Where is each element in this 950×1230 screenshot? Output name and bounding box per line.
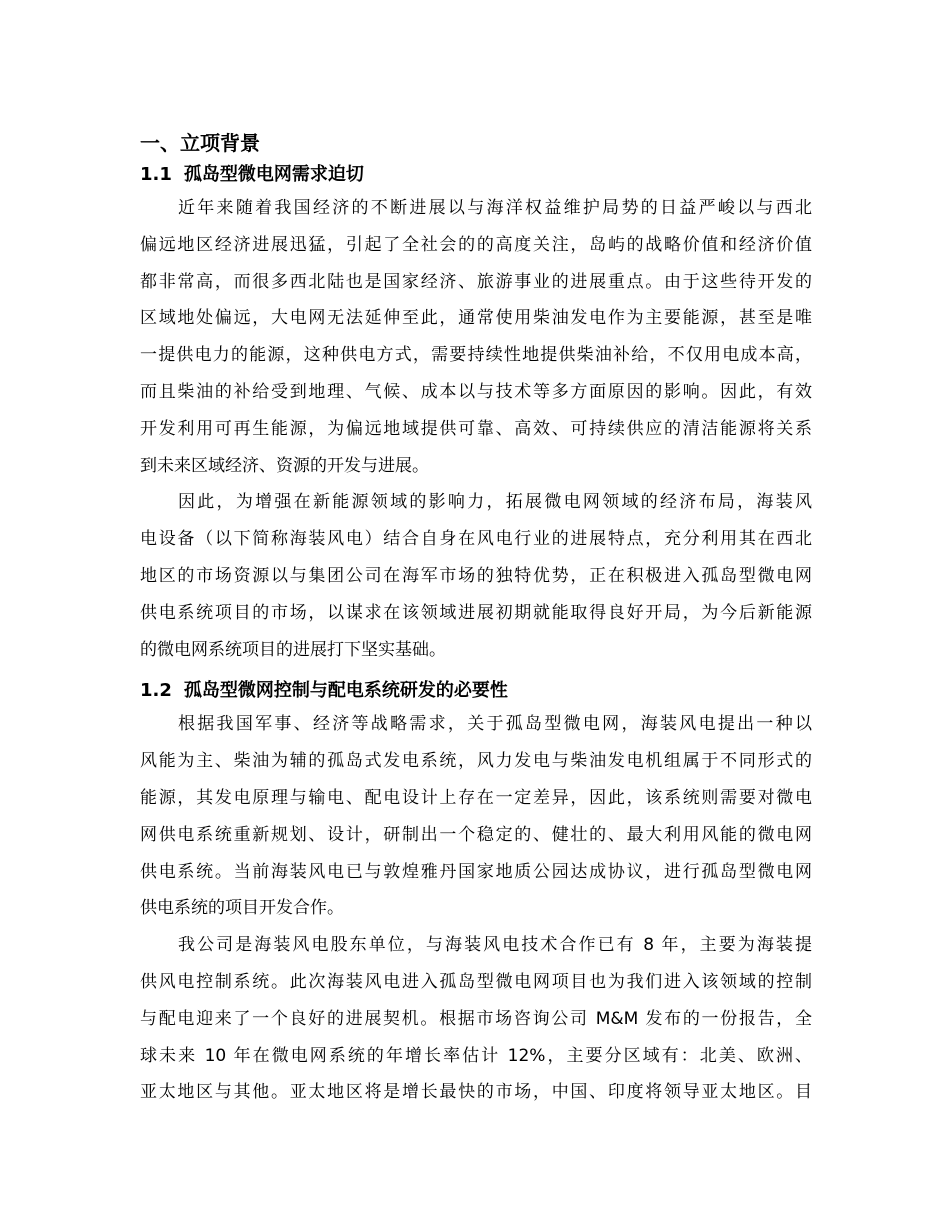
paragraph-line: 我公司是海装风电股东单位，与海装风电技术合作已有 8 年，主要为海装提 bbox=[178, 935, 812, 956]
paragraph-line: 球未来 10 年在微电网系统的年增长率估计 12%，主要分区域有：北美、欧洲、 bbox=[140, 1045, 812, 1066]
paragraph-line: 供风电控制系统。此次海装风电进入孤岛型微电网项目也为我们进入该领域的控制 bbox=[140, 971, 812, 992]
body-paragraph bbox=[140, 706, 812, 927]
paragraph-line: 风能为主、柴油为辅的孤岛式发电系统，风力发电与柴油发电机组属于不同形式的 bbox=[140, 751, 812, 772]
section-title: 孤岛型微网控制与配电系统研发的必要性 bbox=[183, 680, 508, 702]
document-page bbox=[140, 128, 812, 1111]
paragraph-line: 供电系统项目的市场，以谋求在该领域进展初期就能取得良好开局，为今后新能源 bbox=[140, 602, 812, 623]
body-paragraph bbox=[140, 927, 812, 1111]
chapter-heading: 一、立项背景 bbox=[140, 131, 260, 155]
paragraph-line: 地区的市场资源以与集团公司在海军市场的独特优势，正在积极进入孤岛型微电网 bbox=[140, 565, 812, 586]
sections-container bbox=[140, 160, 812, 1111]
section-title: 孤岛型微电网需求迫切 bbox=[183, 164, 364, 185]
paragraph-line: 与配电迎来了一个良好的进展契机。根据市场咨询公司 M&M 发布的一份报告，全 bbox=[140, 1008, 812, 1029]
paragraph-line: 亚太地区与其他。亚太地区将是增长最快的市场，中国、印度将领导亚太地区。目 bbox=[140, 1082, 812, 1103]
body-paragraph bbox=[140, 190, 812, 484]
section-number: 1.1 bbox=[140, 164, 172, 185]
paragraph-line: 供电系统的项目开发合作。 bbox=[140, 898, 344, 919]
paragraph-line: 都非常高，而很多西北陆也是国家经济、旅游事业的进展重点。由于这些待开发的 bbox=[140, 271, 812, 292]
paragraph-line: 开发利用可再生能源，为偏远地域提供可靠、高效、可持续供应的清洁能源将关系 bbox=[140, 418, 812, 439]
paragraph-line: 因此，为增强在新能源领域的影响力，拓展微电网领域的经济布局，海装风 bbox=[178, 492, 812, 513]
paragraph-line: 一提供电力的能源，这种供电方式，需要持续性地提供柴油补给，不仅用电成本高， bbox=[140, 345, 812, 366]
paragraph-line: 近年来随着我国经济的不断进展以与海洋权益维护局势的日益严峻以与西北 bbox=[178, 198, 812, 218]
paragraph-line: 而且柴油的补给受到地理、气候、成本以与技术等多方面原因的影响。因此，有效 bbox=[140, 381, 812, 402]
body-paragraph bbox=[140, 484, 812, 668]
paragraph-line: 区域地处偏远，大电网无法延伸至此，通常使用柴油发电作为主要能源，甚至是唯 bbox=[140, 308, 812, 329]
section-number: 1.2 bbox=[140, 680, 172, 702]
paragraph-line: 到未来区域经济、资源的开发与进展。 bbox=[140, 455, 429, 476]
paragraph-line: 偏远地区经济进展迅猛，引起了全社会的的高度关注，岛屿的战略价值和经济价值 bbox=[140, 234, 812, 255]
paragraph-line: 电设备（以下简称海装风电）结合自身在风电行业的进展特点，充分利用其在西北 bbox=[140, 529, 812, 550]
paragraph-line: 网供电系统重新规划、设计，研制出一个稳定的、健壮的、最大利用风能的微电网 bbox=[140, 824, 812, 845]
paragraph-line: 供电系统。当前海装风电已与敦煌雅丹国家地质公园达成协议，进行孤岛型微电网 bbox=[140, 861, 812, 882]
paragraph-line: 根据我国军事、经济等战略需求，关于孤岛型微电网，海装风电提出一种以 bbox=[178, 714, 812, 735]
paragraph-line: 的微电网系统项目的进展打下坚实基础。 bbox=[140, 639, 446, 660]
section-heading bbox=[140, 676, 812, 706]
section-heading bbox=[140, 160, 812, 190]
paragraph-line: 能源，其发电原理与输电、配电设计上存在一定差异，因此，该系统则需要对微电 bbox=[140, 787, 812, 808]
